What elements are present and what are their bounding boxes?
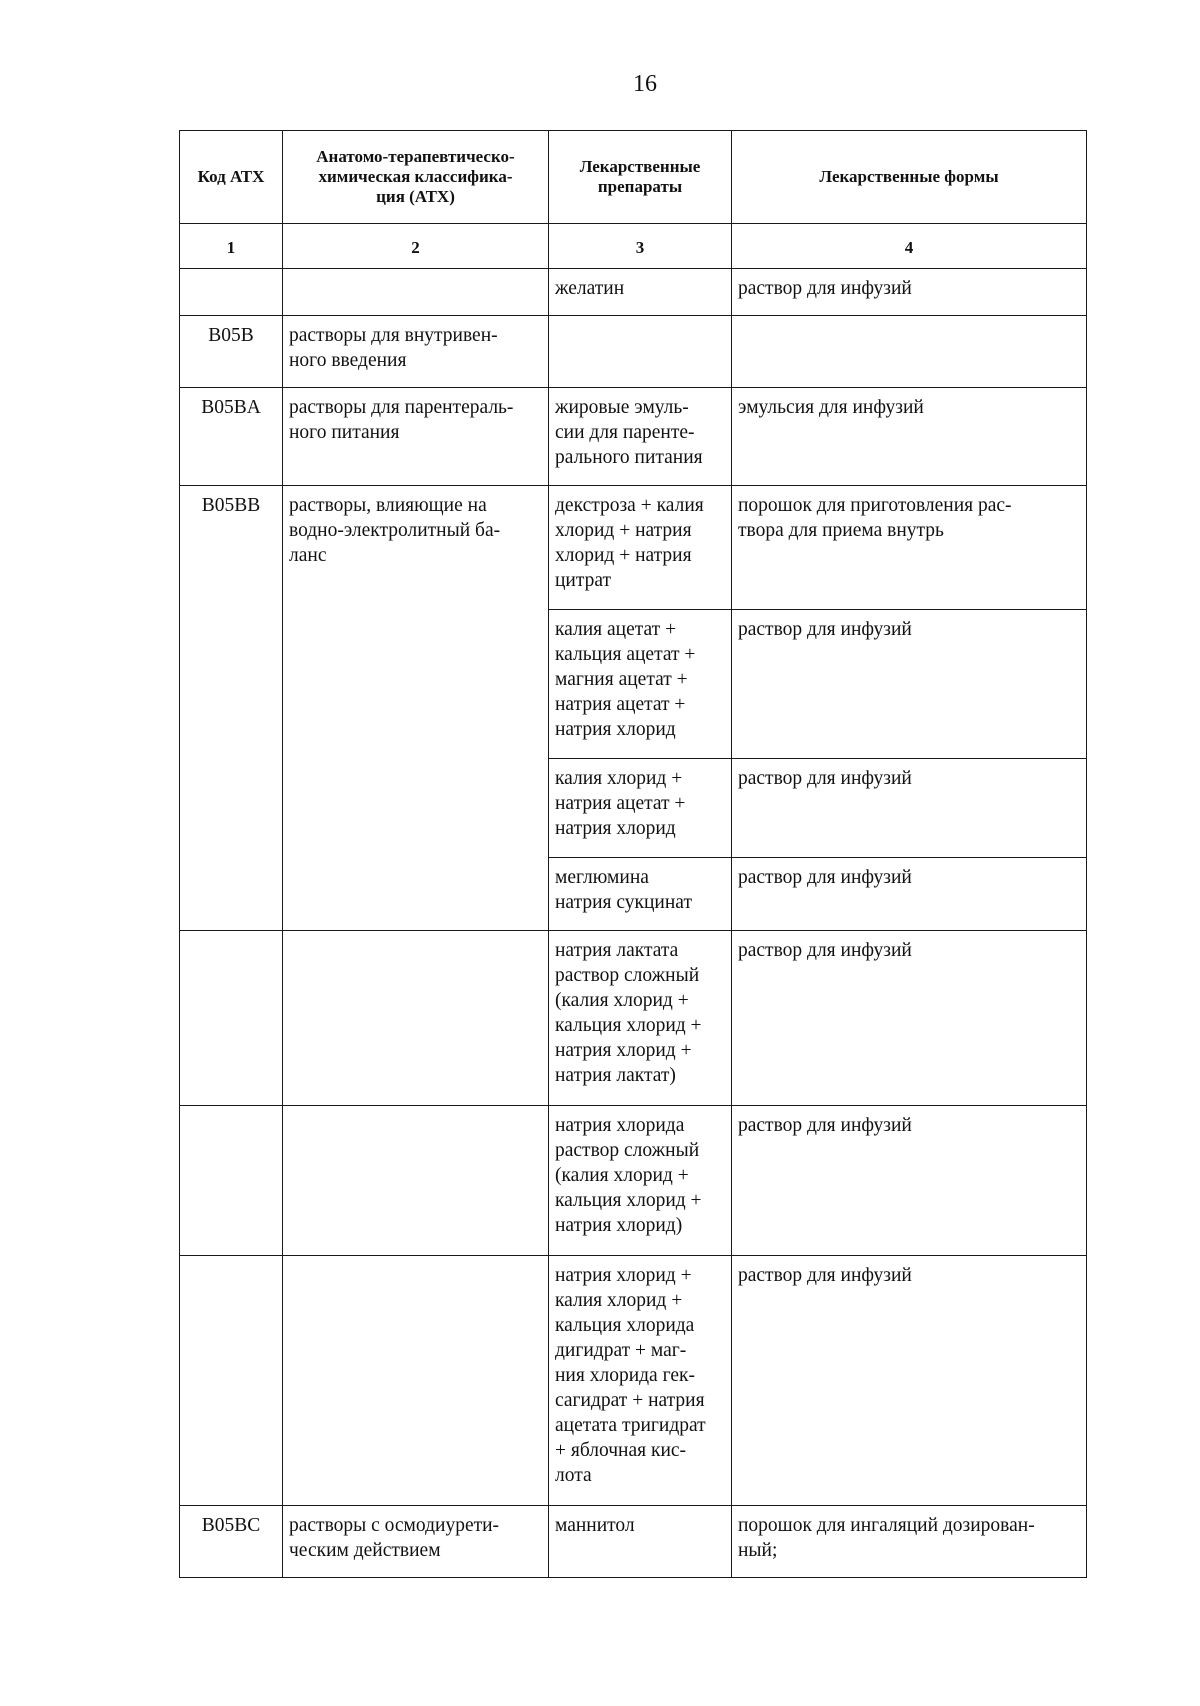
column-number: 1: [180, 224, 283, 269]
form-cell: эмульсия для инфузий: [732, 388, 1087, 486]
drug-cell: натрия хлорида раствор сложный (калия хлорид + кальция хлорид + натрия хлорид): [549, 1106, 732, 1256]
classification-cell: [283, 269, 549, 316]
atx-code-cell: [180, 931, 283, 1106]
drug-cell: калия ацетат + кальция ацетат + магния ацетат + натрия ацетат + натрия хлорид: [549, 610, 732, 759]
drug-cell: натрия лактата раствор сложный (калия хлорид + кальция хлорид + натрия хлорид + натрия лактат): [549, 931, 732, 1106]
table-header-row: [180, 131, 1087, 224]
atx-code-cell: [180, 1106, 283, 1256]
table-row: [180, 316, 1087, 388]
table-row: [180, 1256, 1087, 1506]
atx-code-cell: B05B: [180, 316, 283, 388]
classification-cell: [283, 931, 549, 1106]
classification-cell: растворы, влияющие на водно-электролитный ба- ланс: [283, 486, 549, 931]
drug-cell: натрия хлорид + калия хлорид + кальция хлорида дигидрат + маг- ния хлорида гек- сагидрат + натрия ацетата тригидрат + яблочная кис- лота: [549, 1256, 732, 1506]
classification-cell: [283, 1256, 549, 1506]
header-code: Код АТХ: [180, 131, 283, 224]
atx-code-cell: [180, 269, 283, 316]
atx-code-cell: B05BB: [180, 486, 283, 931]
table-row: [180, 486, 1087, 610]
form-cell: раствор для инфузий: [732, 1106, 1087, 1256]
form-cell: раствор для инфузий: [732, 610, 1087, 759]
classification-cell: растворы для внутривен- ного введения: [283, 316, 549, 388]
form-cell: раствор для инфузий: [732, 1256, 1087, 1506]
atx-table: [179, 130, 1087, 1578]
form-cell: раствор для инфузий: [732, 269, 1087, 316]
form-cell: раствор для инфузий: [732, 858, 1087, 931]
column-number: 2: [283, 224, 549, 269]
header-forms: Лекарственные формы: [732, 131, 1087, 224]
column-number-row: [180, 224, 1087, 269]
drug-cell: меглюмина натрия сукцинат: [549, 858, 732, 931]
atx-code-cell: B05BA: [180, 388, 283, 486]
form-cell: [732, 316, 1087, 388]
drug-cell: маннитол: [549, 1506, 732, 1578]
classification-cell: растворы с осмодиурети- ческим действием: [283, 1506, 549, 1578]
table-row: [180, 388, 1087, 486]
atx-code-cell: B05BC: [180, 1506, 283, 1578]
form-cell: порошок для ингаляций дозирован- ный;: [732, 1506, 1087, 1578]
drug-cell: калия хлорид + натрия ацетат + натрия хлорид: [549, 759, 732, 858]
header-classification: Анатомо-терапевтическо- химическая классифика- ция (АТХ): [283, 131, 549, 224]
table-row: [180, 1106, 1087, 1256]
drug-cell: жировые эмуль- сии для паренте- рального питания: [549, 388, 732, 486]
drug-cell: желатин: [549, 269, 732, 316]
classification-cell: растворы для парентераль- ного питания: [283, 388, 549, 486]
drug-cell: [549, 316, 732, 388]
drug-cell: декстроза + калия хлорид + натрия хлорид + натрия цитрат: [549, 486, 732, 610]
page-number: 16: [633, 71, 657, 97]
header-drugs: Лекарственные препараты: [549, 131, 732, 224]
column-number: 4: [732, 224, 1087, 269]
table-row: [180, 1506, 1087, 1578]
form-cell: раствор для инфузий: [732, 759, 1087, 858]
form-cell: порошок для приготовления рас- твора для приема внутрь: [732, 486, 1087, 610]
table-row: [180, 931, 1087, 1106]
form-cell: раствор для инфузий: [732, 931, 1087, 1106]
classification-cell: [283, 1106, 549, 1256]
table-row: [180, 269, 1087, 316]
column-number: 3: [549, 224, 732, 269]
atx-code-cell: [180, 1256, 283, 1506]
